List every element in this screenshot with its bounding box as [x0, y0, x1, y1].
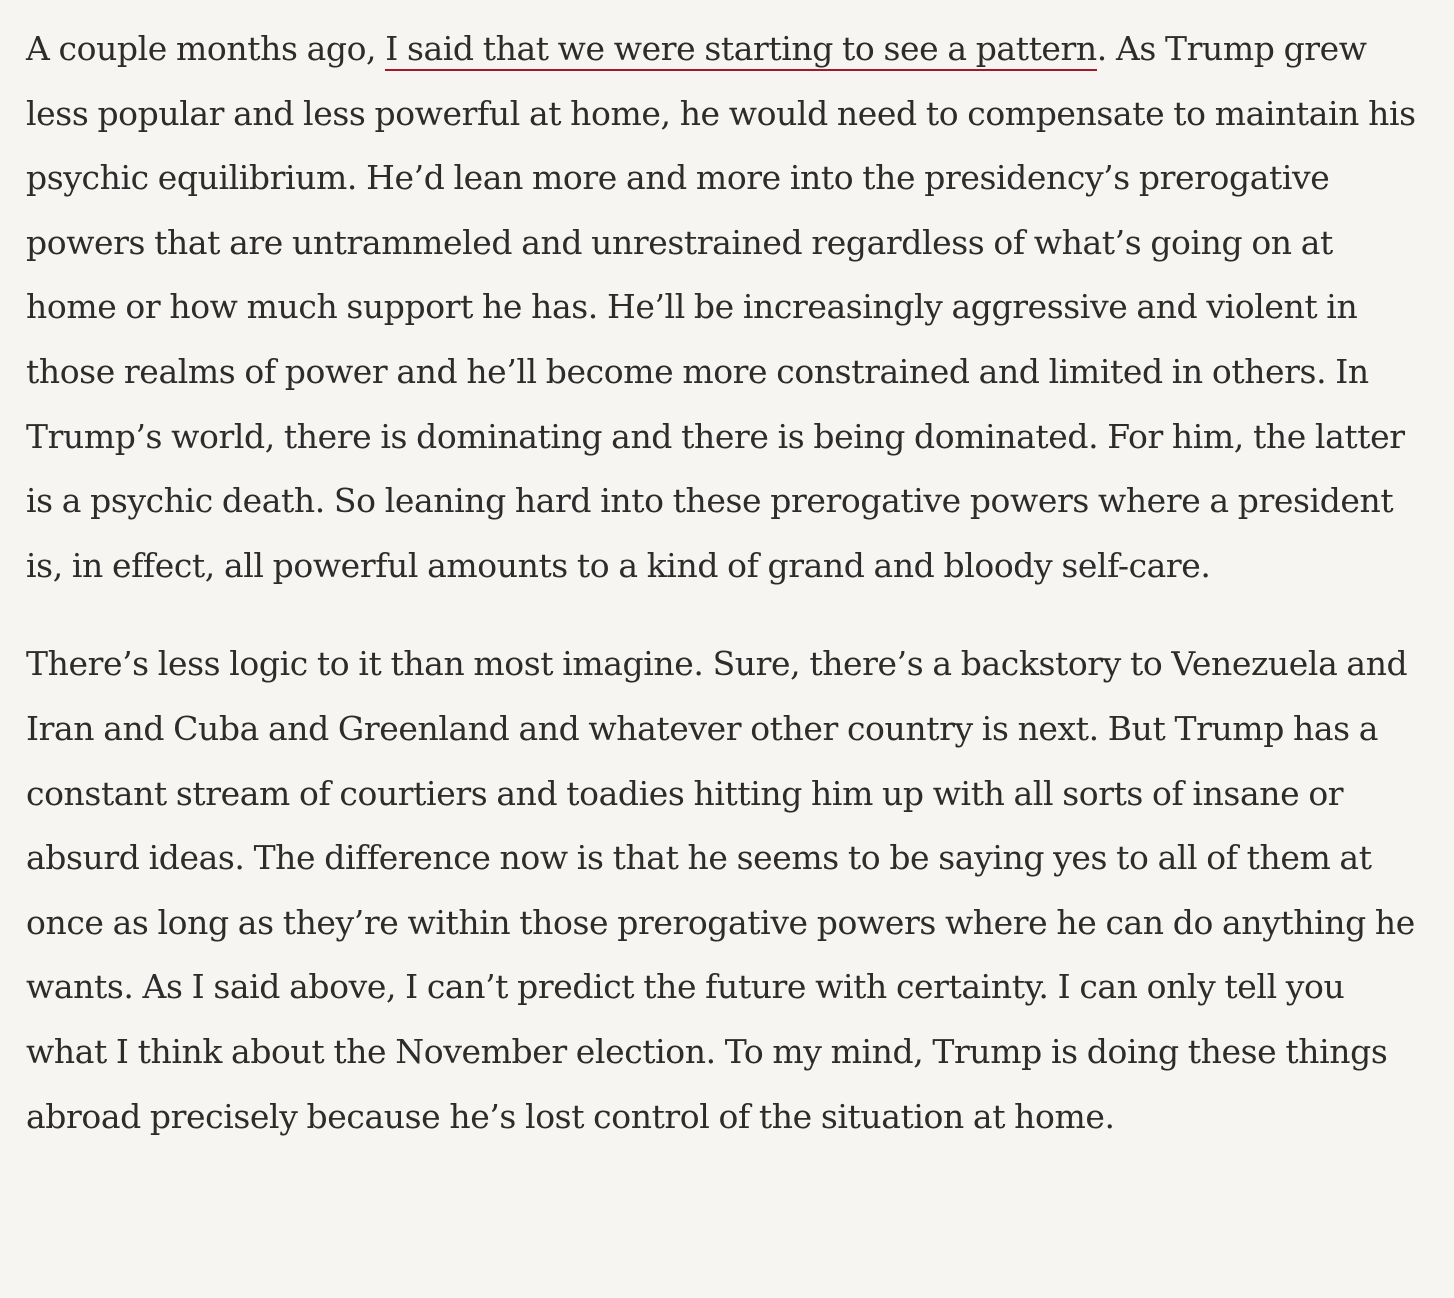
paragraph-1-body: . As Trump grew less popular and less powerful at home, he would need to compensate to maintain his psychic equilibrium. He’d lean more and more into the presidency’s prerogative powers that are untrammeled and unrestrained regardless of what’s going on at home or how much support he has. He’ll be increasingly aggressive and violent in those realms of power and he’ll become more constrained and limited in others. In Trump’s world, there is dominating and there is being dominated. For him, the latter is a psychic death. So leaning hard into these prerogative powers where a president is, in effect, all powerful amounts to a kind of grand and bloody self-care. [26, 29, 1416, 585]
paragraph-1 [26, 17, 1426, 598]
paragraph-2: There’s less logic to it than most imagine. Sure, there’s a backstory to Venezuela and Iran and Cuba and Greenland and whatever other country is next. But Trump has a constant stream of courtiers and toadies hitting him up with all sorts of insane or absurd ideas. The difference now is that he seems to be saying yes to all of them at once as long as they’re within those prerogative powers where he can do anything he wants. As I said above, I can’t predict the future with certainty. I can only tell you what I think about the November election. To my mind, Trump is doing these things abroad precisely because he’s lost control of the situation at home. [26, 644, 1415, 1136]
paragraph-1-intro: A couple months ago, [26, 29, 386, 68]
pattern-article-link[interactable]: I said that we were starting to see a pattern [385, 29, 1097, 71]
article-body [26, 17, 1426, 1149]
